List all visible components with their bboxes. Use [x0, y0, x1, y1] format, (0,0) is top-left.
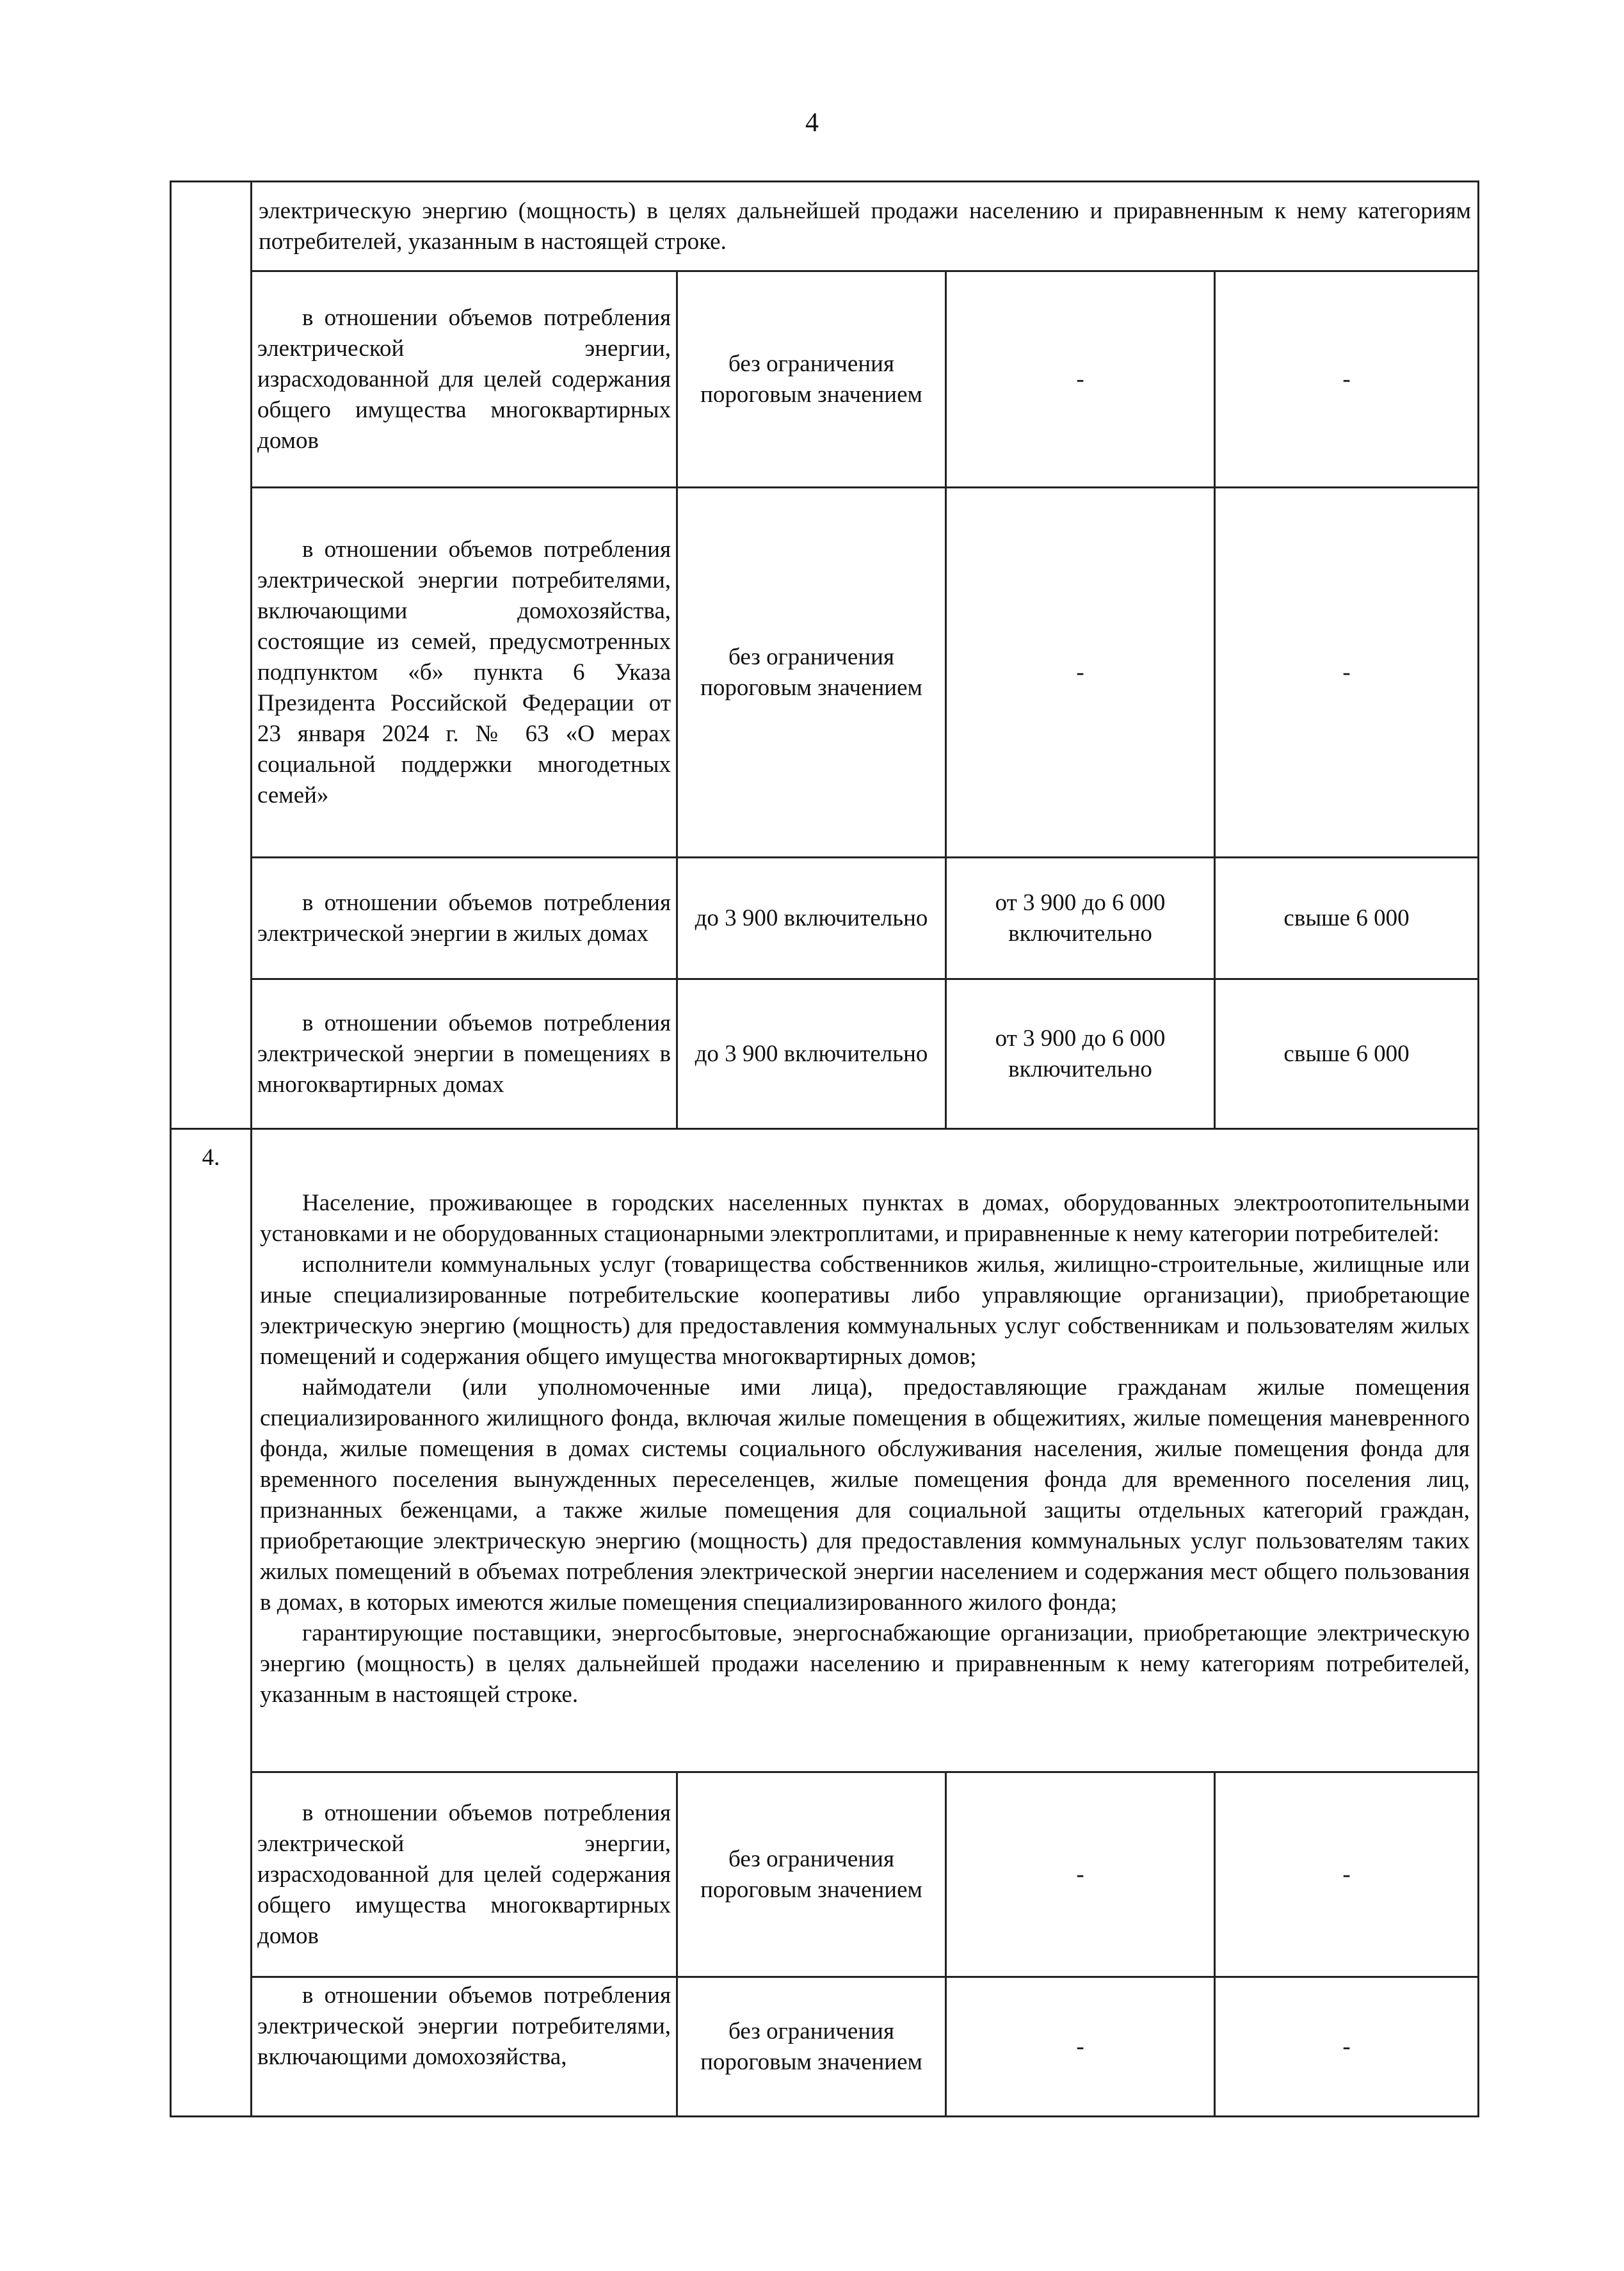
row-label: в отношении объемов потребления электрической энергии, израсходованной для целей содержания общего имущества многоквартирных домов	[252, 271, 677, 488]
row-label: в отношении объемов потребления электрической энергии, израсходованной для целей содержания общего имущества многоквартирных домов	[252, 1772, 677, 1977]
range-value: -	[1215, 1772, 1479, 1977]
section-4-paragraph: наймодатели (или уполномоченные ими лица), предоставляющие гражданам жилые помещения специализированного жилищного фонда, включая жилые помещения в общежитиях, жилые помещения маневренного фонда, жилые помещения в домах системы социального обслуживания населения, жилые помещения фонда для временного поселения вынужденных переселенцев, жилые помещения фонда для временного поселения лиц, признанных беженцами, а также жилые помещения для социальной защиты отдельных категорий граждан, приобретающие электрическую энергию (мощность) для предоставления коммунальных услуг пользователям таких жилых помещений в объемах потребления электрической энергии населением и содержания мест общего пользования в домах, в которых имеются жилые помещения специализированного жилого фонда;	[260, 1374, 1470, 1616]
section-4-paragraph: Население, проживающее в городских населенных пунктах в домах, оборудованных электроотопительными установками и не оборудованных стационарными электроплитами, и приравненные к нему категории потребителей:	[260, 1190, 1470, 1247]
range-value: -	[946, 1772, 1215, 1977]
table-row	[171, 858, 1479, 979]
range-value: без ограничения пороговым значением	[677, 271, 946, 488]
row-label: в отношении объемов потребления электрической энергии в жилых домах	[252, 858, 677, 979]
range-value: до 3 900 включительно	[677, 858, 946, 979]
row-label: в отношении объемов потребления электрической энергии потребителями, включающими домохозяйства, состоящие из семей, предусмотренных подпунктом «б» пункта 6 Указа Президента Российской Федерации от 23 января 2024 г. № 63 «О мерах социальной поддержки многодетных семей»	[252, 488, 677, 858]
range-value: -	[946, 488, 1215, 858]
range-value: от 3 900 до 6 000 включительно	[946, 858, 1215, 979]
row-number-cell: 4.	[171, 1129, 252, 2117]
range-value: от 3 900 до 6 000 включительно	[946, 979, 1215, 1129]
page-number: 4	[805, 108, 819, 138]
row-number-cell	[171, 182, 252, 1129]
section-continuation-text: электрическую энергию (мощность) в целях дальнейшей продажи населению и приравненным к нему категориям потребителей, указанным в настоящей строке.	[252, 182, 1479, 271]
table-row	[171, 979, 1479, 1129]
row-label: в отношении объемов потребления электрической энергии в помещениях в многоквартирных домах	[252, 979, 677, 1129]
range-value: свыше 6 000	[1215, 979, 1479, 1129]
range-value: свыше 6 000	[1215, 858, 1479, 979]
range-value: -	[1215, 1977, 1479, 2117]
range-value: без ограничения пороговым значением	[677, 488, 946, 858]
table-row	[171, 488, 1479, 858]
range-value: до 3 900 включительно	[677, 979, 946, 1129]
section-4-description	[252, 1129, 1479, 1772]
range-value: без ограничения пороговым значением	[677, 1772, 946, 1977]
range-value: -	[1215, 488, 1479, 858]
table-row	[171, 1129, 1479, 1772]
row-label: в отношении объемов потребления электрической энергии потребителями, включающими домохозяйства,	[252, 1977, 677, 2117]
table-row	[171, 182, 1479, 271]
tariff-table	[170, 181, 1479, 2117]
table-row	[171, 271, 1479, 488]
section-4-paragraph: исполнители коммунальных услуг (товарищества собственников жилья, жилищно-строительные, жилищные или иные специализированные потребительские кооперативы либо управляющие организации), приобретающие электрическую энергию (мощность) для предоставления коммунальных услуг собственникам и пользователям жилых помещений и содержания общего имущества многоквартирных домов;	[260, 1251, 1470, 1370]
table-row	[171, 1977, 1479, 2117]
table-row	[171, 1772, 1479, 1977]
section-4-paragraph: гарантирующие поставщики, энергосбытовые, энергоснабжающие организации, приобретающие электрическую энергию (мощность) в целях дальнейшей продажи населению и приравненным к нему категориям потребителей, указанным в настоящей строке.	[260, 1620, 1470, 1708]
range-value: -	[946, 1977, 1215, 2117]
range-value: без ограничения пороговым значением	[677, 1977, 946, 2117]
range-value: -	[946, 271, 1215, 488]
range-value: -	[1215, 271, 1479, 488]
